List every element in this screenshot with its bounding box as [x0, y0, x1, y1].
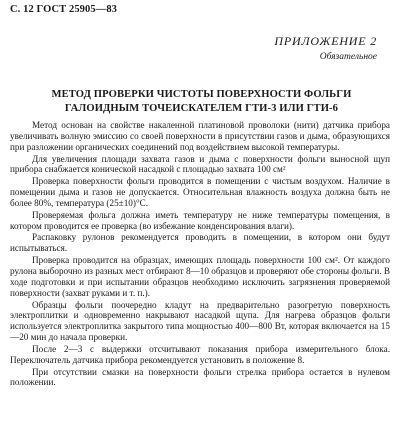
page-header: С. 12 ГОСТ 25905—83 [10, 4, 118, 15]
section-title-line-2: ГАЛОИДНЫМ ТОЧЕИСКАТЕЛЕМ ГТИ-3 ИЛИ ГТИ-6 [64, 102, 339, 114]
paragraph: Для увеличения площади захвата газов и дыма с поверхности фольги выносной щуп прибора снабжается конической насадкой с площадью захвата 100 см² [10, 153, 390, 175]
paragraph: Проверка проводится на образцах, имеющих площадь поверхности 100 см². От каждого рулона выборочно из разных мест отбирают 8—10 образцов и проверяют обе стороны фольги. В ходе подготовки и при испытании образцов необходимо исключить загрязнения проверяемой поверхности (захват руками и т. п.). [10, 255, 390, 298]
appendix-subtitle: Обязательное [319, 52, 377, 62]
paragraph: При отсутствии смазки на поверхности фольги стрелка прибора остается в нулевом положении. [10, 366, 390, 388]
section-title-line-1: МЕТОД ПРОВЕРКИ ЧИСТОТЫ ПОВЕРХНОСТИ ФОЛЬГИ [51, 89, 352, 100]
appendix-title: ПРИЛОЖЕНИЕ 2 [274, 34, 377, 48]
paragraph: Проверка поверхности фольги проводится в помещении с чистым воздухом. Наличие в помещении дыма и газов не допускается. Относительная влажность воздуха должна быть не более 80%, температура (25±10)°С. [10, 176, 390, 208]
paragraph: После 2—3 с выдержки отсчитывают показания прибора измерительного блока. Переключатель датчика прибора рекомендуется установить в положение 8. [10, 343, 390, 365]
paragraph: Проверяемая фольга должна иметь температуру не ниже температуры помещения, в котором проводится ее проверка (во избежание конденсирования влаги). [10, 209, 390, 231]
paragraph: Метод основан на свойстве накаленной платиновой проволоки (нити) датчика прибора увеличивать волную эмиссию со своей поверхности в присутствии газов и дыма, образующихся при разложении органических соединений под воздействием высокой температуры. [10, 120, 390, 152]
paragraph: Распаковку рулонов рекомендуется проводить в помещении, в котором они будут испытываться. [10, 232, 390, 254]
body-text [10, 120, 390, 389]
paragraph: Образцы фольги поочередно кладут на предварительно разогретую поверхность электроплитки и одновременно накрывают насадкой щупа. Для нагрева образцов фольги используется электроплитка закрытого типа мощностью 400—800 Вт, которая включается на 15—20 мин до начала проверки. [10, 299, 390, 343]
section-title [20, 88, 383, 115]
